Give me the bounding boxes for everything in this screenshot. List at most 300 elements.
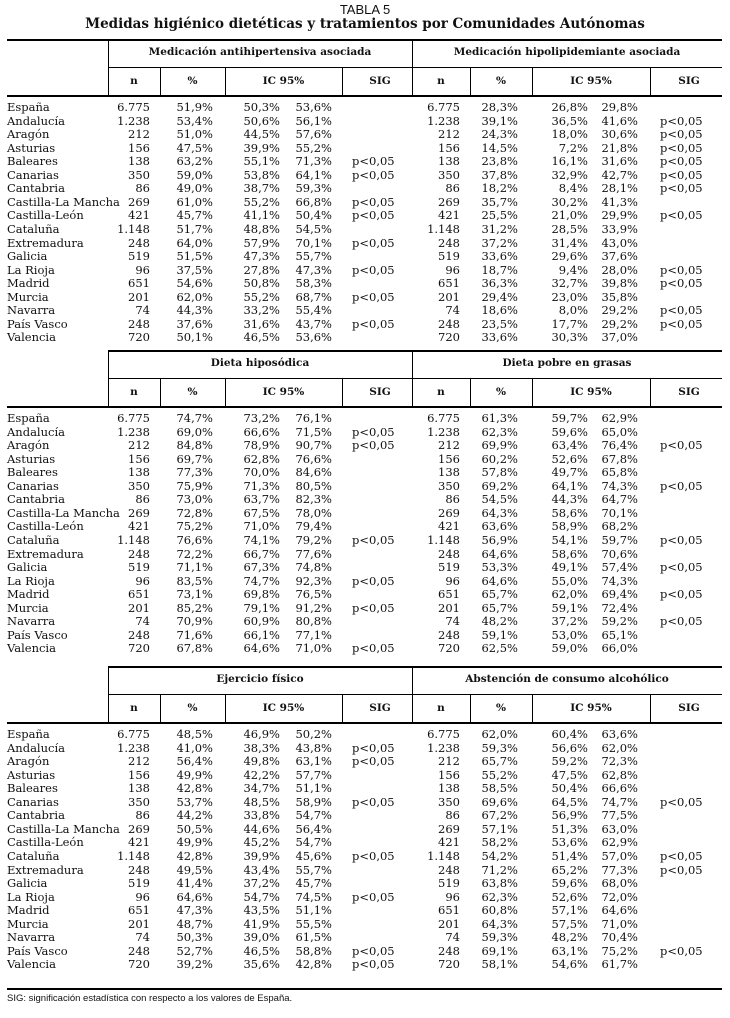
- cell-sig: p<0,05: [352, 889, 395, 904]
- cell-n: 1.148: [427, 221, 460, 236]
- cell-sig: p<0,05: [352, 194, 395, 209]
- cell-ic-high: 28,0%: [601, 262, 638, 277]
- column-header-ic95: IC 95%: [262, 75, 305, 87]
- region-label: Valencia: [7, 957, 56, 972]
- cell-percent: 65,7%: [481, 754, 518, 769]
- cell-ic-high: 63,6%: [601, 727, 638, 741]
- cell-ic-low: 16,1%: [551, 154, 588, 169]
- cell-ic-low: 27,8%: [243, 262, 280, 277]
- cell-ic-low: 35,6%: [243, 957, 280, 972]
- cell-ic-high: 31,6%: [601, 154, 638, 169]
- cell-n: 156: [128, 140, 150, 155]
- cell-n: 350: [128, 478, 150, 493]
- cell-n: 421: [438, 519, 460, 534]
- cell-ic-high: 39,8%: [601, 276, 638, 291]
- cell-ic-high: 79,2%: [295, 532, 332, 547]
- column-header-n: n: [130, 702, 138, 714]
- cell-percent: 64,6%: [176, 889, 213, 904]
- cell-ic-high: 70,1%: [295, 235, 332, 250]
- cell-percent: 39,1%: [481, 113, 518, 128]
- cell-ic-high: 63,1%: [295, 754, 332, 769]
- cell-ic-high: 71,0%: [601, 916, 638, 931]
- cell-n: 138: [438, 154, 460, 169]
- cell-n: 74: [135, 930, 150, 945]
- cell-sig: p<0,05: [352, 167, 395, 182]
- cell-n: 269: [438, 505, 460, 520]
- region-label: La Rioja: [7, 573, 55, 588]
- column-header-sig: SIG: [678, 386, 700, 398]
- cell-n: 248: [438, 943, 460, 958]
- cell-n: 421: [128, 519, 150, 534]
- cell-ic-low: 49,1%: [551, 560, 588, 575]
- cell-percent: 47,5%: [176, 140, 213, 155]
- region-label: Cataluña: [7, 221, 60, 236]
- cell-percent: 59,3%: [481, 740, 518, 755]
- cell-percent: 49,0%: [176, 181, 213, 196]
- region-label: La Rioja: [7, 262, 55, 277]
- cell-ic-low: 48,8%: [243, 221, 280, 236]
- group-header-right: Dieta pobre en grasas: [502, 357, 632, 369]
- cell-ic-low: 74,7%: [243, 573, 280, 588]
- cell-percent: 72,8%: [176, 505, 213, 520]
- cell-ic-low: 63,7%: [243, 492, 280, 507]
- column-header-n: n: [437, 386, 445, 398]
- cell-n: 519: [128, 560, 150, 575]
- cell-percent: 73,1%: [176, 587, 213, 602]
- cell-percent: 67,2%: [481, 808, 518, 823]
- cell-ic-low: 44,6%: [243, 821, 280, 836]
- region-label: Valencia: [7, 330, 56, 345]
- cell-percent: 73,0%: [176, 492, 213, 507]
- cell-n: 138: [438, 781, 460, 796]
- cell-percent: 41,4%: [176, 876, 213, 891]
- cell-ic-low: 36,5%: [551, 113, 588, 128]
- cell-ic-low: 47,3%: [243, 249, 280, 264]
- cell-ic-high: 61,5%: [295, 930, 332, 945]
- cell-percent: 71,6%: [176, 627, 213, 642]
- region-label: País Vasco: [7, 943, 68, 958]
- cell-n: 86: [445, 808, 460, 823]
- cell-ic-high: 45,7%: [295, 876, 332, 891]
- cell-ic-high: 56,1%: [295, 113, 332, 128]
- cell-n: 519: [128, 876, 150, 891]
- column-header-percent: %: [187, 702, 198, 714]
- cell-percent: 25,5%: [481, 208, 518, 223]
- cell-percent: 59,3%: [481, 930, 518, 945]
- cell-percent: 49,5%: [176, 862, 213, 877]
- cell-ic-high: 42,7%: [601, 167, 638, 182]
- cell-ic-low: 64,1%: [551, 478, 588, 493]
- cell-percent: 53,3%: [481, 560, 518, 575]
- cell-ic-high: 74,8%: [295, 560, 332, 575]
- cell-ic-high: 72,0%: [601, 889, 638, 904]
- cell-n: 248: [128, 862, 150, 877]
- region-label: Galicia: [7, 876, 48, 891]
- cell-ic-low: 63,4%: [551, 438, 588, 453]
- cell-ic-low: 50,8%: [243, 276, 280, 291]
- cell-n: 138: [128, 154, 150, 169]
- cell-ic-low: 56,6%: [551, 740, 588, 755]
- cell-percent: 41,0%: [176, 740, 213, 755]
- region-label: Extremadura: [7, 546, 84, 561]
- region-label: Cantabria: [7, 808, 65, 823]
- cell-n: 201: [128, 600, 150, 615]
- region-label: Baleares: [7, 781, 58, 796]
- cell-sig: p<0,05: [352, 794, 395, 809]
- cell-ic-low: 60,9%: [243, 614, 280, 629]
- header-bottom-rule: [7, 95, 722, 97]
- cell-ic-low: 17,7%: [551, 316, 588, 331]
- cell-n: 651: [438, 276, 460, 291]
- section-top-rule: [7, 39, 722, 41]
- cell-ic-low: 49,7%: [551, 465, 588, 480]
- region-label: Cantabria: [7, 492, 65, 507]
- group-header-left: Medicación antihipertensiva asociada: [148, 46, 372, 58]
- region-label: Valencia: [7, 641, 56, 656]
- cell-ic-low: 48,5%: [243, 794, 280, 809]
- cell-ic-high: 84,6%: [295, 465, 332, 480]
- cell-sig: p<0,05: [352, 154, 395, 169]
- cell-ic-low: 53,6%: [551, 835, 588, 850]
- region-label: Asturias: [7, 451, 56, 466]
- cell-percent: 50,1%: [176, 330, 213, 345]
- cell-ic-high: 80,8%: [295, 614, 332, 629]
- cell-ic-high: 43,8%: [295, 740, 332, 755]
- cell-percent: 51,7%: [176, 221, 213, 236]
- cell-ic-high: 66,0%: [601, 641, 638, 656]
- cell-n: 248: [438, 316, 460, 331]
- cell-n: 248: [438, 546, 460, 561]
- region-label: Galicia: [7, 249, 48, 264]
- cell-ic-high: 80,5%: [295, 478, 332, 493]
- cell-ic-low: 64,5%: [551, 794, 588, 809]
- cell-percent: 50,3%: [176, 930, 213, 945]
- cell-sig: p<0,05: [660, 587, 703, 602]
- cell-ic-low: 41,9%: [243, 916, 280, 931]
- cell-sig: p<0,05: [352, 316, 395, 331]
- region-label: España: [7, 727, 50, 741]
- cell-ic-low: 59,7%: [551, 411, 588, 425]
- cell-percent: 23,5%: [481, 316, 518, 331]
- cell-percent: 51,9%: [176, 100, 213, 114]
- cell-n: 138: [128, 465, 150, 480]
- cell-percent: 63,8%: [481, 876, 518, 891]
- cell-ic-low: 33,2%: [243, 303, 280, 318]
- cell-ic-low: 38,7%: [243, 181, 280, 196]
- cell-sig: p<0,05: [352, 600, 395, 615]
- cell-ic-low: 66,7%: [243, 546, 280, 561]
- cell-n: 269: [128, 505, 150, 520]
- cell-n: 720: [128, 330, 150, 345]
- cell-percent: 31,2%: [481, 221, 518, 236]
- cell-ic-low: 57,9%: [243, 235, 280, 250]
- cell-ic-high: 77,6%: [295, 546, 332, 561]
- cell-n: 248: [128, 316, 150, 331]
- cell-n: 201: [438, 289, 460, 304]
- cell-percent: 60,2%: [481, 451, 518, 466]
- cell-percent: 60,8%: [481, 903, 518, 918]
- cell-ic-high: 72,4%: [601, 600, 638, 615]
- cell-percent: 28,3%: [481, 100, 518, 114]
- cell-ic-low: 58,6%: [551, 505, 588, 520]
- section-top-rule: [108, 666, 722, 668]
- cell-sig: p<0,05: [352, 438, 395, 453]
- cell-ic-high: 77,1%: [295, 627, 332, 642]
- column-header-percent: %: [496, 702, 506, 714]
- cell-percent: 62,0%: [176, 289, 213, 304]
- cell-ic-high: 55,4%: [295, 303, 332, 318]
- cell-ic-low: 7,2%: [558, 140, 588, 155]
- cell-sig: p<0,05: [660, 208, 703, 223]
- cell-ic-low: 54,7%: [243, 889, 280, 904]
- group-header-right: Medicación hipolipidemiante asociada: [453, 46, 681, 58]
- cell-n: 269: [128, 821, 150, 836]
- cell-percent: 69,9%: [481, 438, 518, 453]
- cell-n: 350: [128, 794, 150, 809]
- cell-ic-high: 76,6%: [295, 451, 332, 466]
- cell-n: 156: [438, 451, 460, 466]
- cell-ic-low: 31,4%: [551, 235, 588, 250]
- cell-percent: 29,4%: [481, 289, 518, 304]
- cell-ic-high: 62,9%: [601, 411, 638, 425]
- cell-ic-high: 64,7%: [601, 492, 638, 507]
- cell-ic-high: 68,0%: [601, 876, 638, 891]
- column-header-ic95: IC 95%: [262, 702, 305, 714]
- cell-percent: 69,1%: [481, 943, 518, 958]
- cell-sig: p<0,05: [660, 943, 703, 958]
- cell-n: 720: [128, 641, 150, 656]
- cell-sig: p<0,05: [660, 262, 703, 277]
- region-label: Asturias: [7, 140, 56, 155]
- cell-percent: 51,5%: [176, 249, 213, 264]
- cell-ic-low: 54,1%: [551, 532, 588, 547]
- region-label: Andalucía: [7, 113, 65, 128]
- cell-percent: 49,9%: [176, 767, 213, 782]
- cell-ic-high: 74,3%: [601, 478, 638, 493]
- cell-ic-high: 35,8%: [601, 289, 638, 304]
- cell-percent: 63,2%: [176, 154, 213, 169]
- cell-n: 201: [438, 916, 460, 931]
- cell-percent: 49,9%: [176, 835, 213, 850]
- cell-n: 201: [128, 289, 150, 304]
- cell-n: 1.148: [117, 221, 150, 236]
- cell-ic-low: 66,6%: [243, 424, 280, 439]
- cell-ic-low: 44,3%: [551, 492, 588, 507]
- column-header-ic95: IC 95%: [570, 75, 612, 87]
- cell-ic-low: 29,6%: [551, 249, 588, 264]
- cell-n: 74: [135, 614, 150, 629]
- cell-sig: p<0,05: [352, 848, 395, 863]
- cell-ic-low: 8,4%: [558, 181, 588, 196]
- cell-sig: p<0,05: [352, 424, 395, 439]
- cell-n: 1.238: [117, 113, 150, 128]
- cell-ic-high: 37,6%: [601, 249, 638, 264]
- cell-ic-low: 67,5%: [243, 505, 280, 520]
- cell-n: 651: [438, 903, 460, 918]
- column-header-sig: SIG: [369, 702, 391, 714]
- cell-percent: 76,6%: [176, 532, 213, 547]
- cell-ic-high: 62,9%: [601, 835, 638, 850]
- cell-ic-high: 66,8%: [295, 194, 332, 209]
- cell-n: 96: [135, 262, 150, 277]
- cell-ic-high: 63,0%: [601, 821, 638, 836]
- header-bottom-rule: [7, 722, 722, 724]
- cell-n: 138: [438, 465, 460, 480]
- cell-sig: p<0,05: [660, 614, 703, 629]
- cell-ic-low: 9,4%: [558, 262, 588, 277]
- cell-ic-high: 43,7%: [295, 316, 332, 331]
- cell-percent: 62,0%: [481, 727, 518, 741]
- column-header-sig: SIG: [678, 75, 700, 87]
- cell-ic-low: 49,8%: [243, 754, 280, 769]
- cell-ic-high: 59,7%: [601, 532, 638, 547]
- cell-n: 248: [438, 627, 460, 642]
- cell-sig: p<0,05: [660, 316, 703, 331]
- column-header-n: n: [437, 75, 445, 87]
- cell-n: 519: [438, 876, 460, 891]
- cell-n: 156: [128, 451, 150, 466]
- region-label: Murcia: [7, 916, 49, 931]
- cell-ic-low: 71,0%: [243, 519, 280, 534]
- cell-ic-low: 74,1%: [243, 532, 280, 547]
- region-label: Castilla-La Mancha: [7, 194, 120, 209]
- cell-percent: 67,8%: [176, 641, 213, 656]
- cell-percent: 23,8%: [481, 154, 518, 169]
- cell-ic-low: 30,2%: [551, 194, 588, 209]
- region-label: Navarra: [7, 303, 56, 318]
- cell-percent: 44,3%: [176, 303, 213, 318]
- cell-ic-low: 50,4%: [551, 781, 588, 796]
- cell-ic-high: 29,2%: [601, 303, 638, 318]
- cell-ic-low: 8,0%: [558, 303, 588, 318]
- region-label: Cantabria: [7, 181, 65, 196]
- cell-n: 156: [438, 140, 460, 155]
- cell-sig: p<0,05: [660, 181, 703, 196]
- cell-sig: p<0,05: [352, 289, 395, 304]
- cell-n: 86: [445, 181, 460, 196]
- column-header-percent: %: [496, 386, 506, 398]
- cell-ic-high: 71,3%: [295, 154, 332, 169]
- cell-ic-high: 54,5%: [295, 221, 332, 236]
- cell-ic-low: 55,2%: [243, 194, 280, 209]
- cell-ic-low: 46,5%: [243, 330, 280, 345]
- cell-percent: 83,5%: [176, 573, 213, 588]
- cell-n: 720: [438, 641, 460, 656]
- cell-ic-high: 50,2%: [295, 727, 332, 741]
- column-header-n: n: [130, 75, 138, 87]
- cell-ic-high: 30,6%: [601, 127, 638, 142]
- cell-ic-high: 57,4%: [601, 560, 638, 575]
- column-header-sig: SIG: [369, 75, 391, 87]
- cell-n: 86: [135, 181, 150, 196]
- cell-percent: 35,7%: [481, 194, 518, 209]
- cell-ic-low: 43,4%: [243, 862, 280, 877]
- cell-ic-high: 70,6%: [601, 546, 638, 561]
- region-label: Murcia: [7, 289, 49, 304]
- cell-percent: 59,0%: [176, 167, 213, 182]
- cell-percent: 61,3%: [481, 411, 518, 425]
- region-label: Extremadura: [7, 862, 84, 877]
- cell-sig: p<0,05: [660, 848, 703, 863]
- cell-ic-low: 56,9%: [551, 808, 588, 823]
- cell-percent: 63,6%: [481, 519, 518, 534]
- region-label: Madrid: [7, 587, 50, 602]
- cell-n: 519: [128, 249, 150, 264]
- cell-sig: p<0,05: [660, 127, 703, 142]
- cell-sig: p<0,05: [352, 754, 395, 769]
- cell-percent: 77,3%: [176, 465, 213, 480]
- cell-percent: 33,6%: [481, 330, 518, 345]
- region-label: Canarias: [7, 478, 59, 493]
- cell-ic-low: 18,0%: [551, 127, 588, 142]
- cell-ic-high: 45,6%: [295, 848, 332, 863]
- cell-percent: 14,5%: [481, 140, 518, 155]
- cell-n: 86: [135, 492, 150, 507]
- cell-n: 421: [128, 208, 150, 223]
- column-header-n: n: [437, 702, 445, 714]
- cell-n: 1.148: [427, 848, 460, 863]
- cell-percent: 70,9%: [176, 614, 213, 629]
- cell-n: 248: [128, 235, 150, 250]
- cell-ic-low: 64,6%: [243, 641, 280, 656]
- cell-ic-low: 32,7%: [551, 276, 588, 291]
- cell-ic-low: 33,8%: [243, 808, 280, 823]
- cell-sig: p<0,05: [352, 943, 395, 958]
- cell-n: 6.775: [117, 100, 150, 114]
- cell-percent: 37,8%: [481, 167, 518, 182]
- cell-percent: 56,9%: [481, 532, 518, 547]
- cell-ic-low: 48,2%: [551, 930, 588, 945]
- cell-n: 74: [445, 303, 460, 318]
- cell-ic-low: 70,0%: [243, 465, 280, 480]
- cell-n: 269: [438, 821, 460, 836]
- cell-ic-low: 55,2%: [243, 289, 280, 304]
- cell-n: 1.238: [427, 113, 460, 128]
- group-header-rule: [108, 694, 722, 695]
- cell-ic-low: 66,1%: [243, 627, 280, 642]
- cell-ic-low: 39,0%: [243, 930, 280, 945]
- cell-ic-low: 52,6%: [551, 889, 588, 904]
- cell-ic-high: 67,8%: [601, 451, 638, 466]
- cell-n: 6.775: [117, 727, 150, 741]
- region-label: País Vasco: [7, 316, 68, 331]
- column-header-sig: SIG: [369, 386, 391, 398]
- cell-ic-low: 44,5%: [243, 127, 280, 142]
- group-header-rule: [108, 378, 722, 379]
- cell-ic-high: 76,4%: [601, 438, 638, 453]
- cell-n: 421: [128, 835, 150, 850]
- cell-n: 1.238: [427, 424, 460, 439]
- column-header-ic95: IC 95%: [570, 386, 612, 398]
- cell-percent: 65,7%: [481, 587, 518, 602]
- cell-n: 1.238: [427, 740, 460, 755]
- cell-n: 212: [438, 754, 460, 769]
- column-divider: [342, 694, 343, 722]
- cell-ic-low: 37,2%: [551, 614, 588, 629]
- cell-sig: p<0,05: [352, 573, 395, 588]
- region-label: España: [7, 411, 50, 425]
- cell-sig: p<0,05: [352, 235, 395, 250]
- cell-n: 212: [438, 438, 460, 453]
- cell-n: 1.238: [117, 740, 150, 755]
- cell-sig: p<0,05: [352, 262, 395, 277]
- cell-ic-high: 92,3%: [295, 573, 332, 588]
- cell-ic-low: 51,3%: [551, 821, 588, 836]
- cell-percent: 48,5%: [176, 727, 213, 741]
- region-label: Extremadura: [7, 235, 84, 250]
- cell-ic-high: 72,3%: [601, 754, 638, 769]
- cell-ic-low: 58,9%: [551, 519, 588, 534]
